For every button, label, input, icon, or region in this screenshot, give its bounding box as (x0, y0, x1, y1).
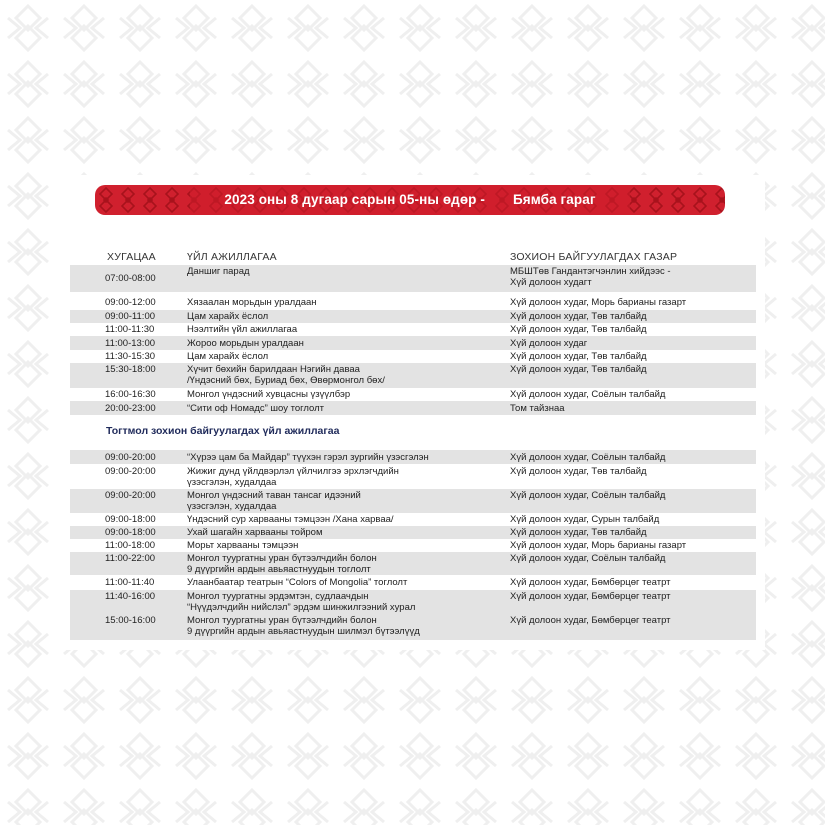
row-time: 09:00-20:00 (105, 490, 156, 501)
row-location: Хүй долоон худаг, Морь барианы газарт (510, 297, 687, 308)
row-activity: Морьт харвааны тэмцээн (187, 540, 299, 551)
row-location: Хүй долоон худаг, Бөмбөрцөг театрт (510, 615, 671, 626)
table-row (70, 401, 756, 415)
row-location: Хүй долоон худаг, Соёлын талбайд (510, 452, 666, 463)
row-activity: Монгол туургатны уран бүтээлчдийн болон 9 дүүргийн ардын авьяастнуудын шилмэл бүтээлүүд (187, 615, 420, 637)
table-row (70, 265, 756, 292)
row-time: 09:00-20:00 (105, 466, 156, 477)
row-location: Хүй долоон худаг, Соёлын талбайд (510, 389, 666, 400)
row-activity: Хязаалан морьдын уралдаан (187, 297, 317, 308)
row-activity: Жороо морьдын уралдаан (187, 338, 304, 349)
table-row (70, 539, 756, 552)
row-location: Хүй долоон худаг, Төв талбайд (510, 364, 647, 375)
row-time: 16:00-16:30 (105, 389, 156, 400)
row-location: Хүй долоон худаг, Бөмбөрцөг театрт (510, 577, 671, 588)
row-activity: Жижиг дунд үйлдвэрлэл үйлчилгээ эрхлэгчдийн үзэсгэлэн, худалдаа (187, 466, 399, 488)
banner-title (95, 185, 725, 215)
header-location: ЗОХИОН БАЙГУУЛАГДАХ ГАЗАР (510, 251, 678, 263)
header-time: ХУГАЦАА (107, 251, 156, 263)
row-activity: Цам харайх ёслол (187, 311, 269, 322)
row-location: Хүй долоон худаг, Соёлын талбайд (510, 553, 666, 564)
table-row (70, 590, 756, 614)
table-row (70, 323, 756, 336)
row-location: Хүй долоон худаг, Морь барианы газарт (510, 540, 687, 551)
banner-date: 2023 оны 8 дугаар сарын 05-ны өдөр - (224, 192, 485, 207)
row-location: Том тайзнаа (510, 403, 565, 414)
row-time: 15:00-16:00 (105, 615, 156, 626)
row-location: Хүй долоон худаг, Төв талбайд (510, 527, 647, 538)
row-activity: Монгол үндэсний таван тансаг идээний үзэсгэлэн, худалдаа (187, 490, 361, 512)
row-activity: Цам харайх ёслол (187, 351, 269, 362)
row-location: Хүй долоон худаг, Төв талбайд (510, 351, 647, 362)
banner-weekday: Бямба гараг (512, 192, 596, 207)
row-time: 11:00-11:40 (105, 577, 155, 588)
row-time: 15:30-18:00 (105, 364, 156, 375)
row-activity: Хүчит бөхийн барилдаан Нэгийн даваа /Үндэсний бөх, Буриад бөх, Өвөрмонгол бөх/ (187, 364, 385, 386)
header-activity: ҮЙЛ АЖИЛЛАГАА (187, 251, 277, 263)
row-time: 11:00-13:00 (105, 338, 156, 349)
row-location: Хүй долоон худаг, Төв талбайд (510, 466, 647, 477)
row-activity: Даншиг парад (187, 266, 250, 277)
row-time: 11:00-18:00 (105, 540, 156, 551)
table-row (70, 363, 756, 388)
row-time: 07:00-08:00 (105, 273, 156, 284)
section-title: Тогтмол зохион байгуулагдах үйл ажиллагаа (106, 425, 340, 437)
row-activity: Улаанбаатар театрын “Colors of Mongolia” тоглолт (187, 577, 408, 588)
table-row (70, 336, 756, 350)
row-time: 09:00-11:00 (105, 311, 156, 322)
row-activity: Үндэсний сур харвааны тэмцээн /Хана харваа/ (187, 514, 394, 525)
table-row (70, 489, 756, 513)
row-time: 09:00-18:00 (105, 527, 156, 538)
row-location: Хүй долоон худаг, Төв талбайд (510, 311, 647, 322)
row-time: 11:00-11:30 (105, 324, 155, 335)
row-time: 09:00-18:00 (105, 514, 156, 525)
table-row (70, 350, 756, 363)
row-location: Хүй долоон худаг, Соёлын талбайд (510, 490, 666, 501)
row-location: Хүй долоон худаг, Төв талбайд (510, 324, 647, 335)
row-time: 11:40-16:00 (105, 591, 156, 602)
table-row (70, 388, 756, 401)
row-time: 20:00-23:00 (105, 403, 156, 414)
row-location: Хүй долоон худаг (510, 338, 588, 349)
table-row (70, 513, 756, 526)
row-location: Хүй долоон худаг, Бөмбөрцөг театрт (510, 591, 671, 602)
row-activity: Монгол туургатны эрдэмтэн, судлаачдын “Нүүдэлчдийн нийслэл” эрдэм шинжилгээний хурал (187, 591, 416, 613)
row-activity: “Хүрээ цам ба Майдар” түүхэн гэрэл зургийн үзэсгэлэн (187, 452, 429, 463)
row-activity: Монгол туургатны уран бүтээлчдийн болон 9 дүүргийн ардын авьяастнуудын тоглолт (187, 553, 377, 575)
row-activity: Ухай шагайн харвааны тойром (187, 527, 323, 538)
table-row (70, 310, 756, 323)
table-row (70, 295, 756, 309)
row-location: Хүй долоон худаг, Сурын талбайд (510, 514, 660, 525)
row-activity: Монгол үндэсний хувцасны үзүүлбэр (187, 389, 351, 400)
table-row (70, 450, 756, 464)
row-time: 09:00-12:00 (105, 297, 156, 308)
date-banner (95, 185, 725, 215)
table-row (70, 575, 756, 590)
row-time: 11:30-15:30 (105, 351, 156, 362)
table-row (70, 465, 756, 489)
table-row (70, 552, 756, 575)
row-time: 09:00-20:00 (105, 452, 156, 463)
row-activity: Нээлтийн үйл ажиллагаа (187, 324, 298, 335)
row-location: МБШТөв Гандантэгчэнлин хийдээс - Хүй долоон худагт (510, 266, 671, 288)
row-time: 11:00-22:00 (105, 553, 156, 564)
table-row (70, 614, 756, 640)
table-row (70, 526, 756, 539)
row-activity: “Сити оф Номадс” шоу тоглолт (187, 403, 325, 414)
